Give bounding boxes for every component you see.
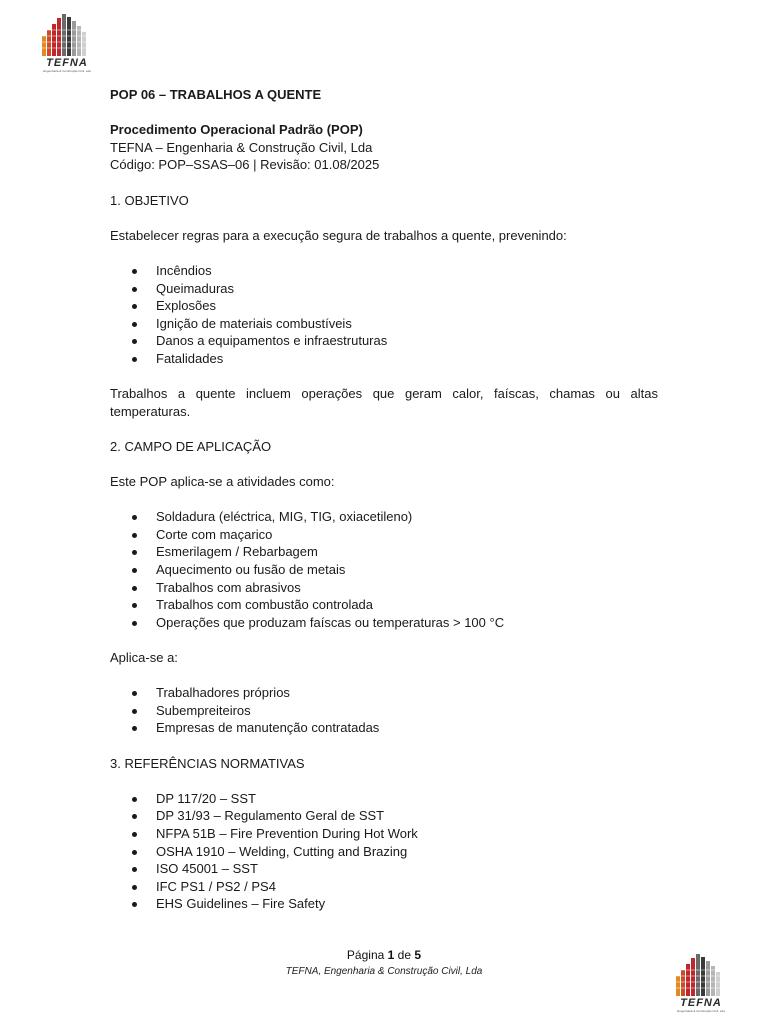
section-heading-objetivo: 1. OBJETIVO (110, 192, 189, 208)
referencias-list (110, 790, 658, 913)
logo-wordmark: TEFNA (46, 57, 88, 69)
list-item: EHS Guidelines – Fire Safety (110, 895, 658, 913)
bullet-icon (132, 339, 137, 344)
bullet-icon (132, 603, 137, 608)
bullet-icon (132, 797, 137, 802)
bullet-icon (132, 832, 137, 837)
objetivo-list (110, 262, 658, 368)
bullet-icon (132, 867, 137, 872)
list-item: Esmerilagem / Rebarbagem (110, 543, 658, 561)
list-item: ISO 45001 – SST (110, 860, 658, 878)
bullet-icon (132, 515, 137, 520)
bullet-icon (132, 322, 137, 327)
campo-list (110, 508, 658, 631)
list-item: Empresas de manutenção contratadas (110, 719, 658, 737)
company-logo-footer (668, 952, 734, 1014)
bullet-icon (132, 533, 137, 538)
page-number: Página 1 de 5 (346, 948, 422, 962)
list-item: IFC PS1 / PS2 / PS4 (110, 878, 658, 896)
campo-intro: Este POP aplica-se a atividades como: (110, 474, 335, 490)
list-item: Danos a equipamentos e infraestruturas (110, 332, 658, 350)
logo-wordmark: TEFNA (680, 997, 722, 1009)
list-item: NFPA 51B – Fire Prevention During Hot Work (110, 825, 658, 843)
footer-company: TEFNA, Engenharia & Construção Civil, Lda (285, 966, 483, 977)
objetivo-intro: Estabelecer regras para a execução segura de trabalhos a quente, prevenindo: (110, 227, 567, 243)
bullet-icon (132, 287, 137, 292)
bullet-icon (132, 885, 137, 890)
list-item: DP 31/93 – Regulamento Geral de SST (110, 807, 658, 825)
list-item: OSHA 1910 – Welding, Cutting and Brazing (110, 843, 658, 861)
company-logo (34, 12, 100, 74)
list-item: Soldadura (eléctrica, MIG, TIG, oxiacetileno) (110, 508, 658, 526)
list-item: Incêndios (110, 262, 658, 280)
bullet-icon (132, 357, 137, 362)
section-heading-campo: 2. CAMPO DE APLICAÇÃO (110, 438, 272, 454)
bullet-icon (132, 691, 137, 696)
list-item: Trabalhos com combustão controlada (110, 596, 658, 614)
bullet-icon (132, 709, 137, 714)
list-item: DP 117/20 – SST (110, 790, 658, 808)
bullet-icon (132, 568, 137, 573)
applies-intro: Aplica-se a: (110, 650, 178, 665)
bullet-icon (132, 814, 137, 819)
logo-tagline: Engenharia & Construção Civil, Lda (43, 69, 91, 73)
company-line: TEFNA – Engenharia & Construção Civil, Lda (110, 139, 373, 155)
document-body (110, 86, 658, 913)
list-item: Trabalhos com abrasivos (110, 579, 658, 597)
list-item: Fatalidades (110, 350, 658, 368)
list-item: Ignição de materiais combustíveis (110, 315, 658, 333)
logo-tagline: Engenharia & Construção Civil, Lda (677, 1009, 725, 1013)
bullet-icon (132, 269, 137, 274)
list-item: Corte com maçarico (110, 526, 658, 544)
bullet-icon (132, 850, 137, 855)
logo-buildings-icon (42, 14, 86, 56)
objetivo-note: Trabalhos a quente incluem operações que geram calor, faíscas, chamas ou altas temperaturas. (110, 386, 658, 419)
section-heading-referencias: 3. REFERÊNCIAS NORMATIVAS (110, 755, 305, 771)
bullet-icon (132, 550, 137, 555)
applies-list (110, 684, 658, 737)
list-item: Explosões (110, 297, 658, 315)
bullet-icon (132, 621, 137, 626)
list-item: Subempreiteiros (110, 702, 658, 720)
bullet-icon (132, 726, 137, 731)
list-item: Queimaduras (110, 280, 658, 298)
bullet-icon (132, 304, 137, 309)
document-title: POP 06 – TRABALHOS A QUENTE (110, 87, 322, 102)
bullet-icon (132, 902, 137, 907)
code-revision-line: Código: POP–SSAS–06 | Revisão: 01.08/2025 (110, 157, 380, 173)
list-item: Aquecimento ou fusão de metais (110, 561, 658, 579)
document-subtitle: Procedimento Operacional Padrão (POP) (110, 122, 363, 138)
list-item: Operações que produzam faíscas ou temperaturas > 100 °C (110, 614, 658, 632)
list-item: Trabalhadores próprios (110, 684, 658, 702)
bullet-icon (132, 586, 137, 591)
logo-buildings-icon (676, 954, 720, 996)
